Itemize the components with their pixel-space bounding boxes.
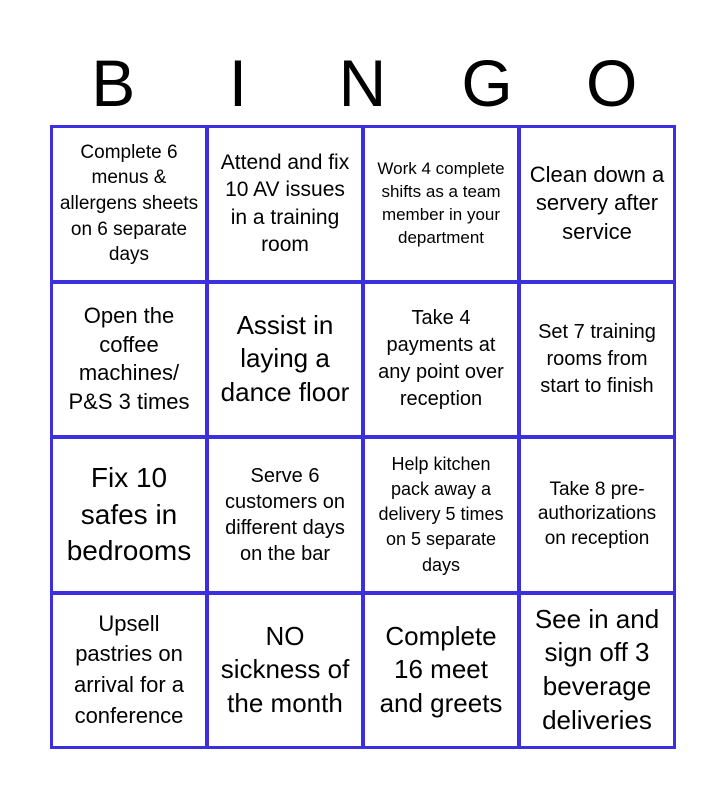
cell-text: Take 4 payments at any point over reception	[378, 307, 504, 411]
cell-text: Fix 10 safes in bedrooms	[66, 462, 192, 566]
bingo-cell[interactable]	[365, 128, 517, 280]
cell-text: Take 8 pre-authorizations on reception	[537, 478, 657, 550]
header-letter-o: O	[586, 46, 638, 120]
bingo-cell[interactable]	[53, 284, 205, 436]
header-letter-b: B	[91, 46, 136, 120]
bingo-cell[interactable]	[209, 128, 361, 280]
bingo-cell[interactable]	[521, 284, 673, 436]
cell-text: Complete 16 meet and greets	[379, 620, 503, 719]
bingo-cell[interactable]	[521, 439, 673, 591]
cell-text: Upsell pastries on arrival for a conference	[73, 610, 185, 729]
cell-text: NO sickness of the month	[220, 620, 350, 719]
bingo-cell[interactable]	[521, 128, 673, 280]
bingo-cell[interactable]	[365, 284, 517, 436]
bingo-cell[interactable]	[53, 595, 205, 747]
cell-text: Attend and fix 10 AV issues in a training room	[220, 151, 350, 257]
bingo-cell[interactable]	[521, 595, 673, 747]
cell-text: Clean down a servery after service	[529, 161, 665, 245]
bingo-cell[interactable]	[53, 439, 205, 591]
cell-text: Assist in laying a dance floor	[220, 309, 350, 408]
bingo-cell[interactable]	[209, 595, 361, 747]
cell-text: Complete 6 menus & allergens sheets on 6 separate days	[59, 141, 199, 266]
bingo-cell[interactable]	[365, 439, 517, 591]
bingo-board	[50, 125, 676, 749]
header-letter-n: N	[338, 46, 387, 120]
cell-text: See in and sign off 3 beverage deliveries	[534, 603, 660, 736]
cell-text: Help kitchen pack away a delivery 5 times on 5 separate days	[378, 453, 504, 575]
header-letter-i: I	[228, 46, 248, 120]
bingo-cell[interactable]	[365, 595, 517, 747]
bingo-cell[interactable]	[209, 284, 361, 436]
bingo-cell[interactable]	[53, 128, 205, 280]
cell-text: Open the coffee machines/ P&S 3 times	[68, 303, 190, 414]
bingo-header	[51, 40, 674, 126]
header-letter-g: G	[461, 46, 513, 120]
cell-text: Serve 6 customers on different days on the bar	[224, 464, 346, 565]
bingo-cell[interactable]	[209, 439, 361, 591]
cell-text: Work 4 complete shifts as a team member in your department	[377, 158, 505, 247]
cell-text: Set 7 training rooms from start to finish	[538, 320, 656, 397]
